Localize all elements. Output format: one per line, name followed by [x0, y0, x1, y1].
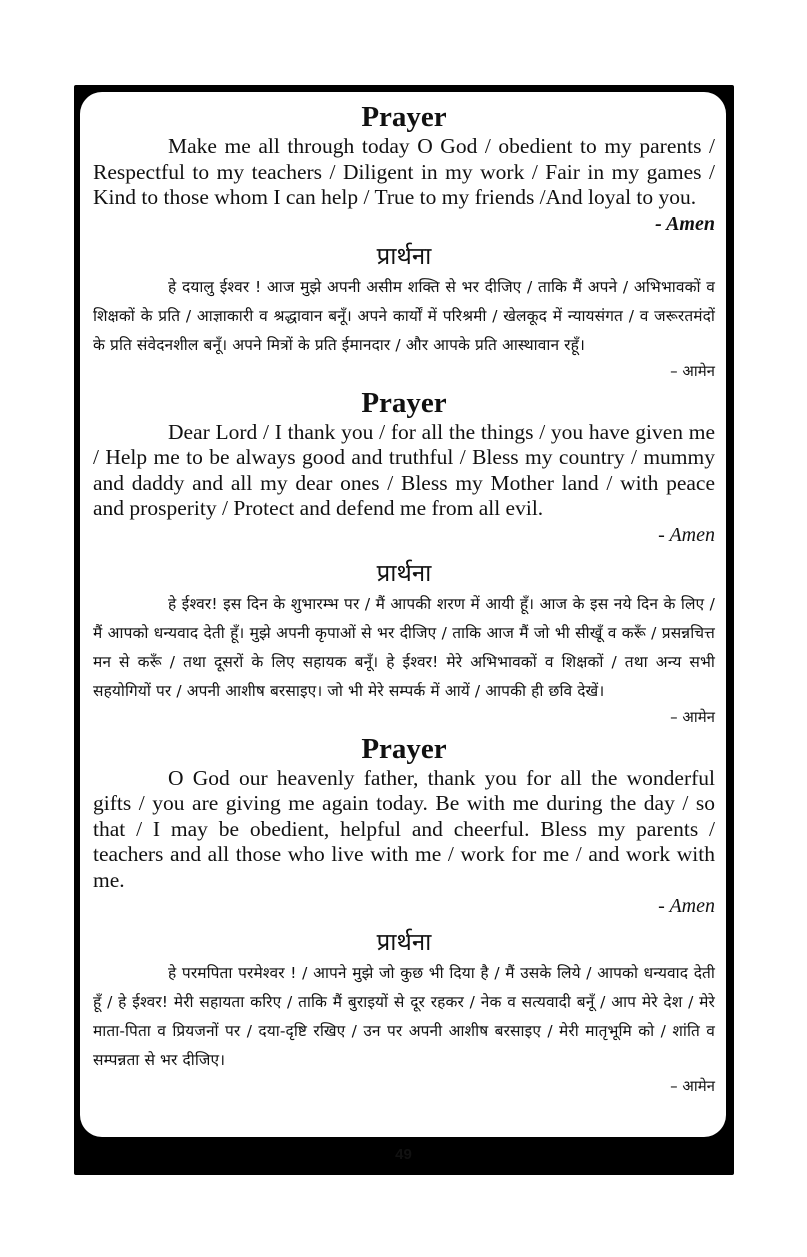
- prayer-section-1: [93, 100, 715, 237]
- prayer-closing: – आमेन: [670, 1077, 715, 1095]
- prayer-text: हे दयालु ईश्वर ! आज मुझे अपनी असीम शक्ति से भर दीजिए / ताकि मैं अपने / अभिभावकों व शिक्षकों के प्रति / आज्ञाकारी व श्रद्धावान बनूँ। अपने कार्यों में परिश्रमी / खेलकूद में न्यायसंगत / व जरूरतमंदों के प्रति संवेदनशील बनूँ। अपने मित्रों के प्रति ईमानदार / और आपके प्रति आस्थावान रहूँ।: [93, 277, 715, 354]
- prayer-closing: - Amen: [658, 523, 715, 546]
- prayer-section-2: [93, 386, 715, 548]
- page-content: [93, 100, 715, 1097]
- prayer-text: हे परमपिता परमेश्वर ! / आपने मुझे जो कुछ भी दिया है / मैं उसके लिये / आपको धन्यवाद देती हूँ / हे ईश्वर! मेरी सहायता करिए / ताकि मैं बुराइयों से दूर रहकर / नेक व सत्यवादी बनूँ / आप मेरे देश / मेरे माता-पिता व प्रियजनों पर / दया-दृष्टि रखिए / उन पर अपनी आशीष बरसाइए / मेरी मातृभूमि को / शांति व सम्पन्नता से भर दीजिए।: [93, 964, 715, 1069]
- prarthana-section-2: [93, 556, 715, 728]
- prayer-text: Make me all through today O God / obedient to my parents / Respectful to my teachers / Diligent in my work / Fair in my games / Kind to those whom I can help / True to my friends /And loyal to you.: [93, 134, 715, 209]
- section-title: Prayer: [361, 386, 447, 419]
- prayer-closing: – आमेन: [670, 361, 715, 380]
- prayer-closing: - Amen: [655, 212, 715, 235]
- prayer-text: O God our heavenly father, thank you for all the wonderful gifts / you are giving me again today. Be with me during the day / so that / I may be obedient, helpful and cheerful. Bless my parents / teachers and all those who live with me / work for me / and work with me.: [93, 765, 715, 892]
- page-number: 49: [395, 1146, 412, 1163]
- section-title: प्रार्थना: [376, 558, 432, 587]
- section-title: प्रार्थना: [376, 928, 432, 956]
- prayer-section-3: [93, 732, 715, 920]
- section-title: Prayer: [361, 101, 447, 133]
- prarthana-section-3: [93, 925, 715, 1097]
- prayer-closing: – आमेन: [670, 707, 715, 726]
- prayer-text: हे ईश्वर! इस दिन के शुभारम्भ पर / मैं आपकी शरण में आयी हूँ। आज के इस नये दिन के लिए / मैं आपको धन्यवाद देती हूँ। मुझे अपनी कृपाओं से भर दीजिए / ताकि आज मैं जो भी सीखूँ व करूँ / प्रसन्नचित्त मन से करूँ / तथा दूसरों के लिए सहायक बनूँ। हे ईश्वर! मेरे अभिभावकों व शिक्षकों / तथा अन्य सभी सहयोगियों पर / अपनी आशीष बरसाइए। जो भी मेरे सम्पर्क में आयें / आपकी ही छवि देखें।: [93, 594, 715, 700]
- prayer-closing: - Amen: [658, 895, 715, 917]
- prarthana-section-1: [93, 239, 715, 382]
- section-title: Prayer: [361, 732, 447, 765]
- prayer-text: Dear Lord / I thank you / for all the things / you have given me / Help me to be always good and truthful / Bless my country / mummy and daddy and all my dear ones / Bless my Mother land / with peace and prosperity / Protect and defend me from all evil.: [93, 419, 715, 520]
- section-title: प्रार्थना: [376, 241, 432, 270]
